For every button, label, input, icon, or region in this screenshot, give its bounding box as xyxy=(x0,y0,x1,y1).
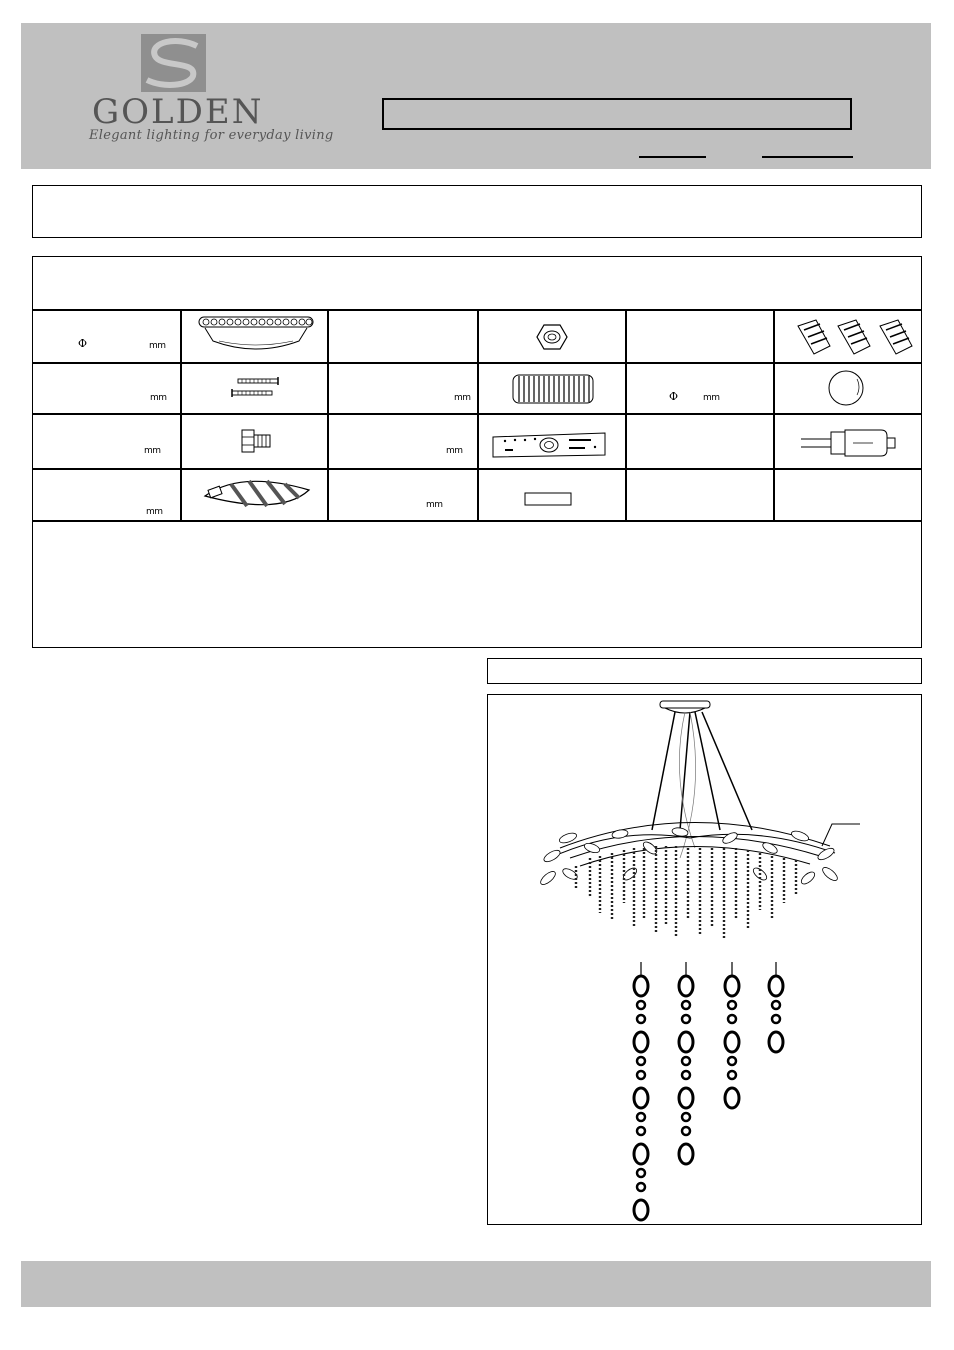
notice-box xyxy=(32,185,922,238)
glass-leaf-icon xyxy=(201,476,313,514)
logo-s-mark-icon xyxy=(141,34,206,92)
field-underline-1 xyxy=(639,156,706,158)
notes-area xyxy=(32,521,922,648)
canopy-icon xyxy=(197,313,315,359)
crystal-strand-icon xyxy=(625,960,795,1222)
table-divider xyxy=(625,310,627,522)
brand-tagline: Elegant lighting for everyday living xyxy=(89,128,334,143)
screws-icon xyxy=(228,376,284,400)
mounting-bracket-icon xyxy=(491,427,607,461)
table-divider xyxy=(327,310,329,522)
phi-symbol: Φ xyxy=(78,337,88,350)
table-divider xyxy=(180,310,182,522)
spacer-icon xyxy=(524,492,572,506)
hex-bolt-icon xyxy=(240,428,272,454)
table-divider xyxy=(773,310,775,522)
glass-ball-icon xyxy=(827,369,865,407)
g9-bulb-icon xyxy=(801,428,897,458)
hex-nut-icon xyxy=(536,323,568,351)
unit-label: mm xyxy=(149,341,166,351)
unit-label: mm xyxy=(144,446,161,456)
document-title-box xyxy=(382,98,852,130)
footer-band xyxy=(21,1261,931,1307)
threaded-nipple-icon xyxy=(511,373,595,405)
brand-name: GOLDEN xyxy=(92,92,264,132)
unit-label: mm xyxy=(146,507,163,517)
unit-label: mm xyxy=(454,393,471,403)
phi-symbol: Φ xyxy=(669,390,679,403)
wire-connector-icon xyxy=(794,318,920,358)
chandelier-drawing xyxy=(530,698,870,948)
unit-label: mm xyxy=(426,500,443,510)
diagram-caption-box xyxy=(487,658,922,684)
field-underline-2 xyxy=(762,156,853,158)
table-divider xyxy=(477,310,479,522)
unit-label: mm xyxy=(446,446,463,456)
unit-label: mm xyxy=(150,393,167,403)
unit-label: mm xyxy=(703,393,720,403)
